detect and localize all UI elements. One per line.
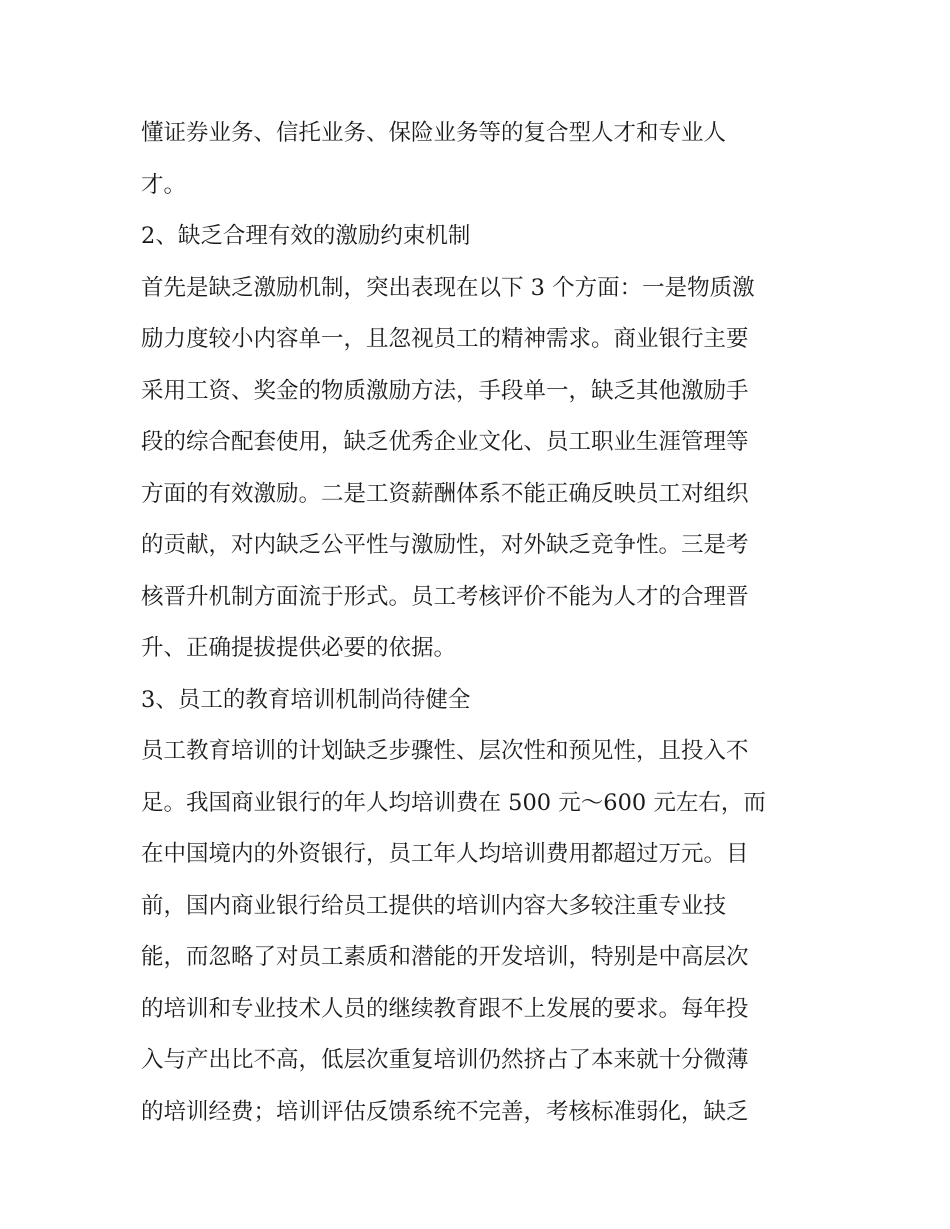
section-heading: 2、缺乏合理有效的激励约束机制 — [141, 223, 471, 249]
text-line: 的培训经费；培训评估反馈系统不完善，考核标准弱化，缺乏 — [141, 1098, 749, 1125]
text-line: 采用工资、奖金的物质激励方法，手段单一，缺乏其他激励手 — [141, 377, 749, 404]
text-line: 核晋升机制方面流于形式。员工考核评价不能为人才的合理晋 — [141, 583, 749, 610]
text-line: 的贡献，对内缺乏公平性与激励性，对外缺乏竞争性。三是考 — [141, 532, 749, 558]
text-line: 在中国境内的外资银行，员工年人均培训费用都超过万元。目 — [141, 841, 749, 867]
text-line: 首先是缺乏激励机制，突出表现在以下 3 个方面：一是物质激 — [141, 274, 755, 301]
body-text — [141, 108, 811, 1138]
text-line: 励力度较小内容单一，且忽视员工的精神需求。商业银行主要 — [141, 326, 749, 352]
text-line: 方面的有效激励。二是工资薪酬体系不能正确反映员工对组织 — [141, 480, 749, 507]
text-line: 的培训和专业技术人员的继续教育跟不上发展的要求。每年投 — [141, 995, 749, 1022]
text-line: 能，而忽略了对员工素质和潜能的开发培训，特别是中高层次 — [141, 944, 749, 970]
text-line: 懂证券业务、信托业务、保险业务等的复合型人才和专业人 — [141, 120, 727, 146]
text-line: 足。我国商业银行的年人均培训费在 500 元～600 元左右，而 — [141, 789, 766, 816]
text-line: 才。 — [141, 171, 187, 198]
text-line: 段的综合配套使用，缺乏优秀企业文化、员工职业生涯管理等 — [141, 429, 749, 455]
text-line: 入与产出比不高，低层次重复培训仍然挤占了本来就十分微薄 — [141, 1047, 749, 1073]
text-line: 前，国内商业银行给员工提供的培训内容大多较注重专业技 — [141, 892, 727, 919]
text-line: 员工教育培训的计划缺乏步骤性、层次性和预见性，且投入不 — [141, 738, 749, 764]
text-line: 升、正确提拔提供必要的依据。 — [141, 635, 457, 661]
section-heading: 3、员工的教育培训机制尚待健全 — [141, 686, 471, 713]
